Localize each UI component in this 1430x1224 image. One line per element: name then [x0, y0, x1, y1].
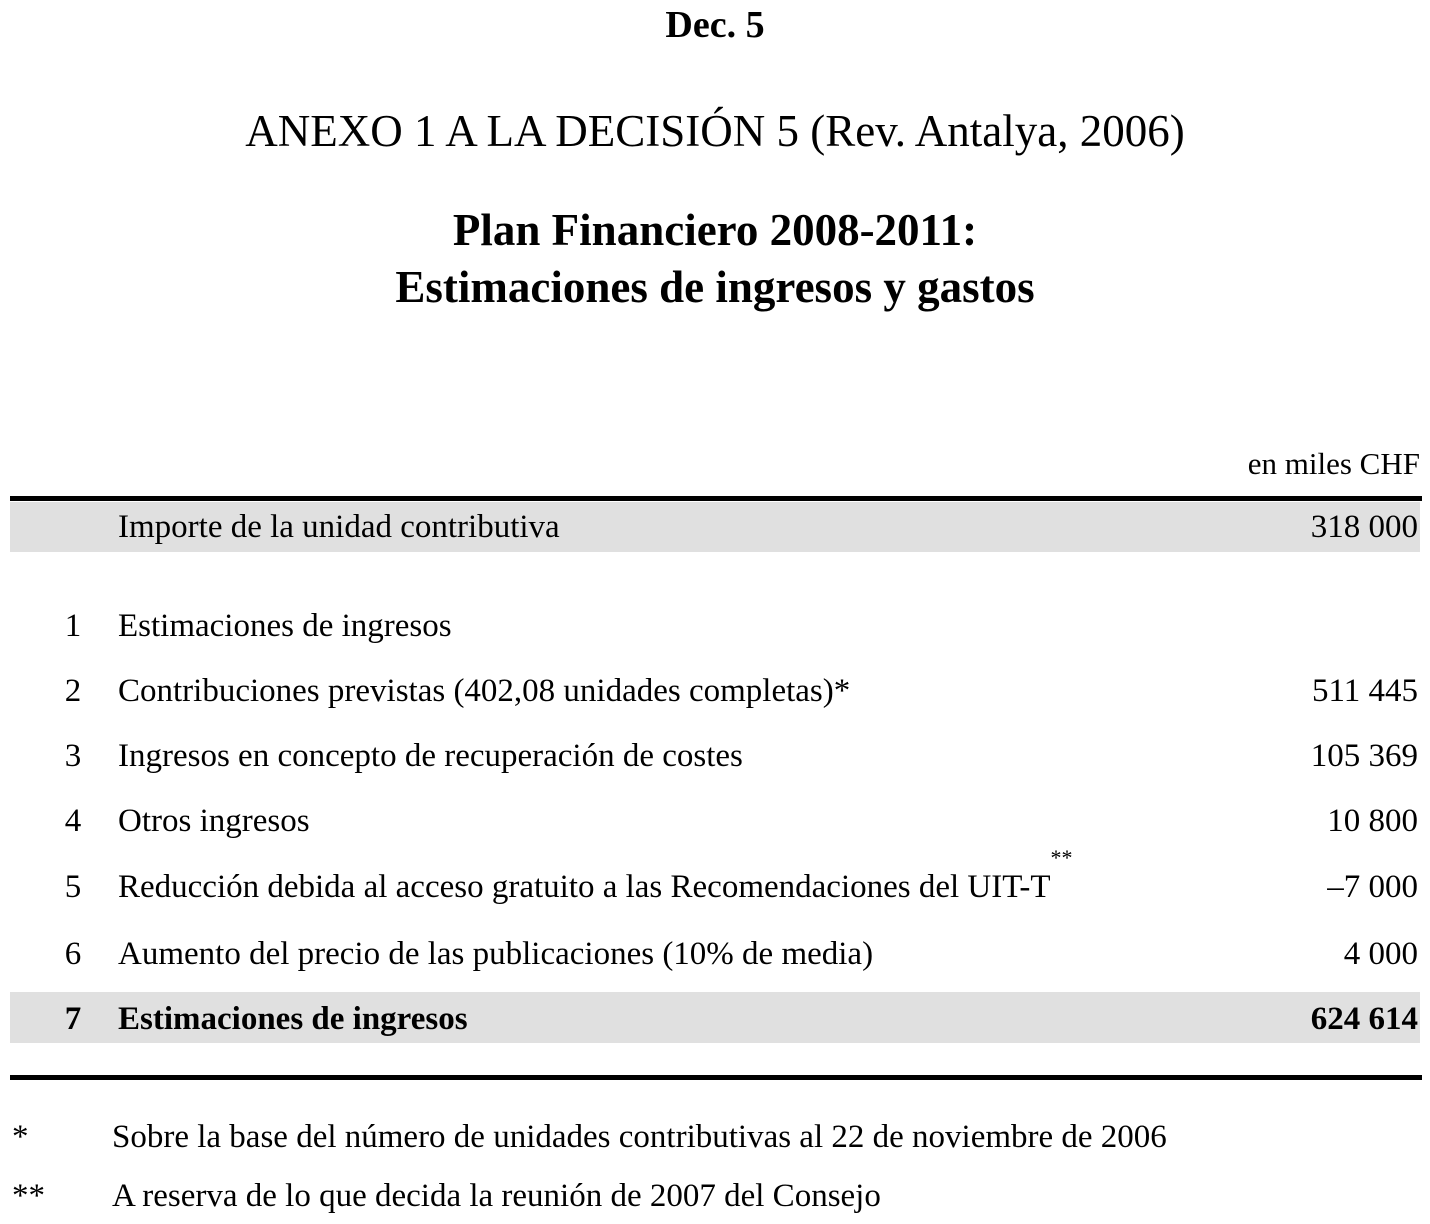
annex-title: ANEXO 1 A LA DECISIÓN 5 (Rev. Antalya, 2006)	[245, 106, 1185, 156]
table-row	[10, 796, 1420, 846]
row-value: 511 445	[1311, 673, 1418, 709]
footnote-text: A reserva de lo que decida la reunión de 2007 del Consejo	[112, 1178, 881, 1214]
document-section-label: Dec. 5	[665, 4, 765, 46]
table-row	[10, 601, 1420, 651]
contribution-unit-value: 318 000	[1310, 509, 1418, 545]
row-label: Contribuciones previstas (402,08 unidades completas)*	[118, 673, 851, 709]
row-value: –7 000	[1327, 869, 1418, 905]
row-label: Estimaciones de ingresos	[118, 608, 452, 644]
footnote	[10, 1116, 1420, 1160]
row-number: 5	[64, 869, 82, 905]
table-row	[10, 845, 1420, 912]
row-label	[118, 845, 1073, 906]
row-value: 105 369	[1310, 738, 1418, 774]
plan-title-line2: Estimaciones de ingresos y gastos	[395, 262, 1035, 312]
total-row	[10, 994, 1420, 1044]
row-label: Otros ingresos	[118, 803, 310, 839]
row-label: Aumento del precio de las publicaciones (10% de media)	[118, 936, 874, 972]
footnote-text: Sobre la base del número de unidades contributivas al 22 de noviembre de 2006	[112, 1119, 1167, 1155]
total-number: 7	[64, 1001, 82, 1037]
table-top-rule	[10, 496, 1422, 501]
table-row	[10, 929, 1420, 979]
plan-title-line1: Plan Financiero 2008-2011:	[452, 205, 978, 255]
row-number: 6	[64, 936, 82, 972]
table-row	[10, 731, 1420, 781]
row-number: 1	[64, 608, 82, 644]
row-number: 3	[64, 738, 82, 774]
unit-note: en miles CHF	[1247, 446, 1420, 481]
row-number: 2	[64, 673, 82, 709]
contribution-unit-label: Importe de la unidad contributiva	[118, 509, 560, 545]
contribution-unit-row	[10, 502, 1420, 552]
table-row	[10, 666, 1420, 716]
row-value: 4 000	[1343, 936, 1418, 972]
footnote-mark: **	[12, 1178, 45, 1214]
footnote-reference: **	[1050, 845, 1073, 870]
row-value: 10 800	[1327, 803, 1418, 839]
footnote-mark: *	[12, 1119, 29, 1155]
table-bottom-rule	[10, 1075, 1422, 1080]
row-number: 4	[64, 803, 82, 839]
footnote	[10, 1175, 1420, 1219]
row-label-text: Reducción debida al acceso gratuito a las Recomendaciones del UIT-T	[118, 869, 1051, 905]
row-label: Ingresos en concepto de recuperación de costes	[118, 738, 743, 774]
total-label: Estimaciones de ingresos	[118, 1001, 468, 1037]
total-value: 624 614	[1310, 1001, 1418, 1037]
